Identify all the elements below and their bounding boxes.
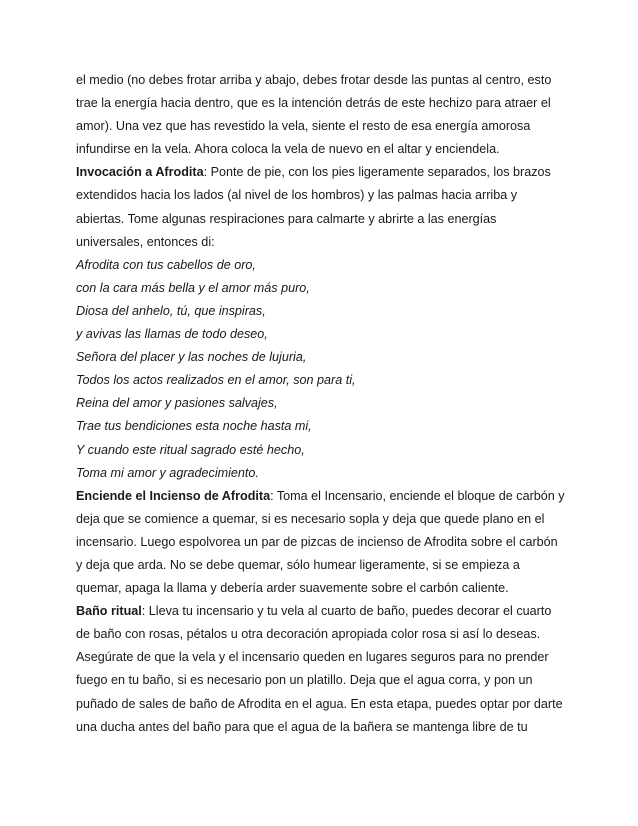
body-line: abiertas. Tome algunas respiraciones para calmarte y abrirte a las energías: [76, 211, 497, 226]
poem-line: y avivas las llamas de todo deseo,: [76, 327, 268, 342]
body-line: trae la energía hacia dentro, que es la intención detrás de este hechizo para atraer el: [76, 96, 551, 111]
body-line: fuego en tu baño, si es necesario pon un platillo. Deja que el agua corra, y pon un: [76, 673, 533, 688]
document-page: [76, 69, 576, 739]
body-line: extendidos hacia los lados (al nivel de los hombros) y las palmas hacia arriba y: [76, 188, 518, 203]
body-line: Asegúrate de que la vela y el incensario queden en lugares seguros para no prender: [76, 650, 549, 665]
poem-line: Afrodita con tus cabellos de oro,: [76, 257, 256, 272]
body-line: puñado de sales de baño de Afrodita en el agua. En esta etapa, puedes optar por darte: [76, 696, 563, 711]
bano-text: : Lleva tu incensario y tu vela al cuarto de baño, puedes decorar el cuarto: [141, 604, 552, 619]
body-line: una ducha antes del baño para que el agua de la bañera se mantenga libre de tu: [76, 719, 528, 734]
body-line: el medio (no debes frotar arriba y abajo, debes frotar desde las puntas al centro, esto: [76, 73, 552, 87]
bano-first-line: [76, 600, 576, 623]
poem-line: Señora del placer y las noches de lujuria,: [76, 350, 307, 365]
body-line: de baño con rosas, pétalos u otra decoración apropiada color rosa si así lo deseas.: [76, 627, 541, 642]
incienso-text: : Toma el Incensario, enciende el bloque de carbón y: [270, 488, 565, 503]
body-line: deja que se comience a quemar, si es necesario sopla y deja que quede plano en el: [76, 511, 545, 526]
body-line: infundirse en la vela. Ahora coloca la vela de nuevo en el altar y enciendela.: [76, 142, 500, 157]
poem-line: Trae tus bendiciones esta noche hasta mi,: [76, 419, 312, 434]
body-line: amor). Una vez que has revestido la vela, siente el resto de esa energía amorosa: [76, 119, 531, 134]
invocacion-first-line: [76, 161, 576, 184]
bano-heading: Baño ritual: [76, 604, 142, 619]
body-line: universales, entonces di:: [76, 234, 215, 249]
poem-line: Diosa del anhelo, tú, que inspiras,: [76, 303, 266, 318]
poem-line: con la cara más bella y el amor más puro,: [76, 280, 310, 295]
poem-line: Reina del amor y pasiones salvajes,: [76, 396, 278, 411]
poem-line: Toma mi amor y agradecimiento.: [76, 465, 259, 480]
incienso-heading: Enciende el Incienso de Afrodita: [76, 488, 271, 503]
invocacion-text: : Ponte de pie, con los pies ligeramente separados, los brazos: [203, 165, 551, 180]
incienso-first-line: [76, 485, 576, 508]
body-line: y deja que arda. No se debe quemar, sólo humear ligeramente, si se empieza a: [76, 557, 520, 572]
body-line: quemar, apaga la llama y debería arder suavemente sobre el carbón caliente.: [76, 581, 509, 596]
invocacion-heading: Invocación a Afrodita: [76, 165, 204, 180]
poem-line: Todos los actos realizados en el amor, son para ti,: [76, 373, 356, 388]
poem-line: Y cuando este ritual sagrado esté hecho,: [76, 442, 305, 457]
body-line: incensario. Luego espolvorea un par de pizcas de incienso de Afrodita sobre el carbón: [76, 534, 558, 549]
